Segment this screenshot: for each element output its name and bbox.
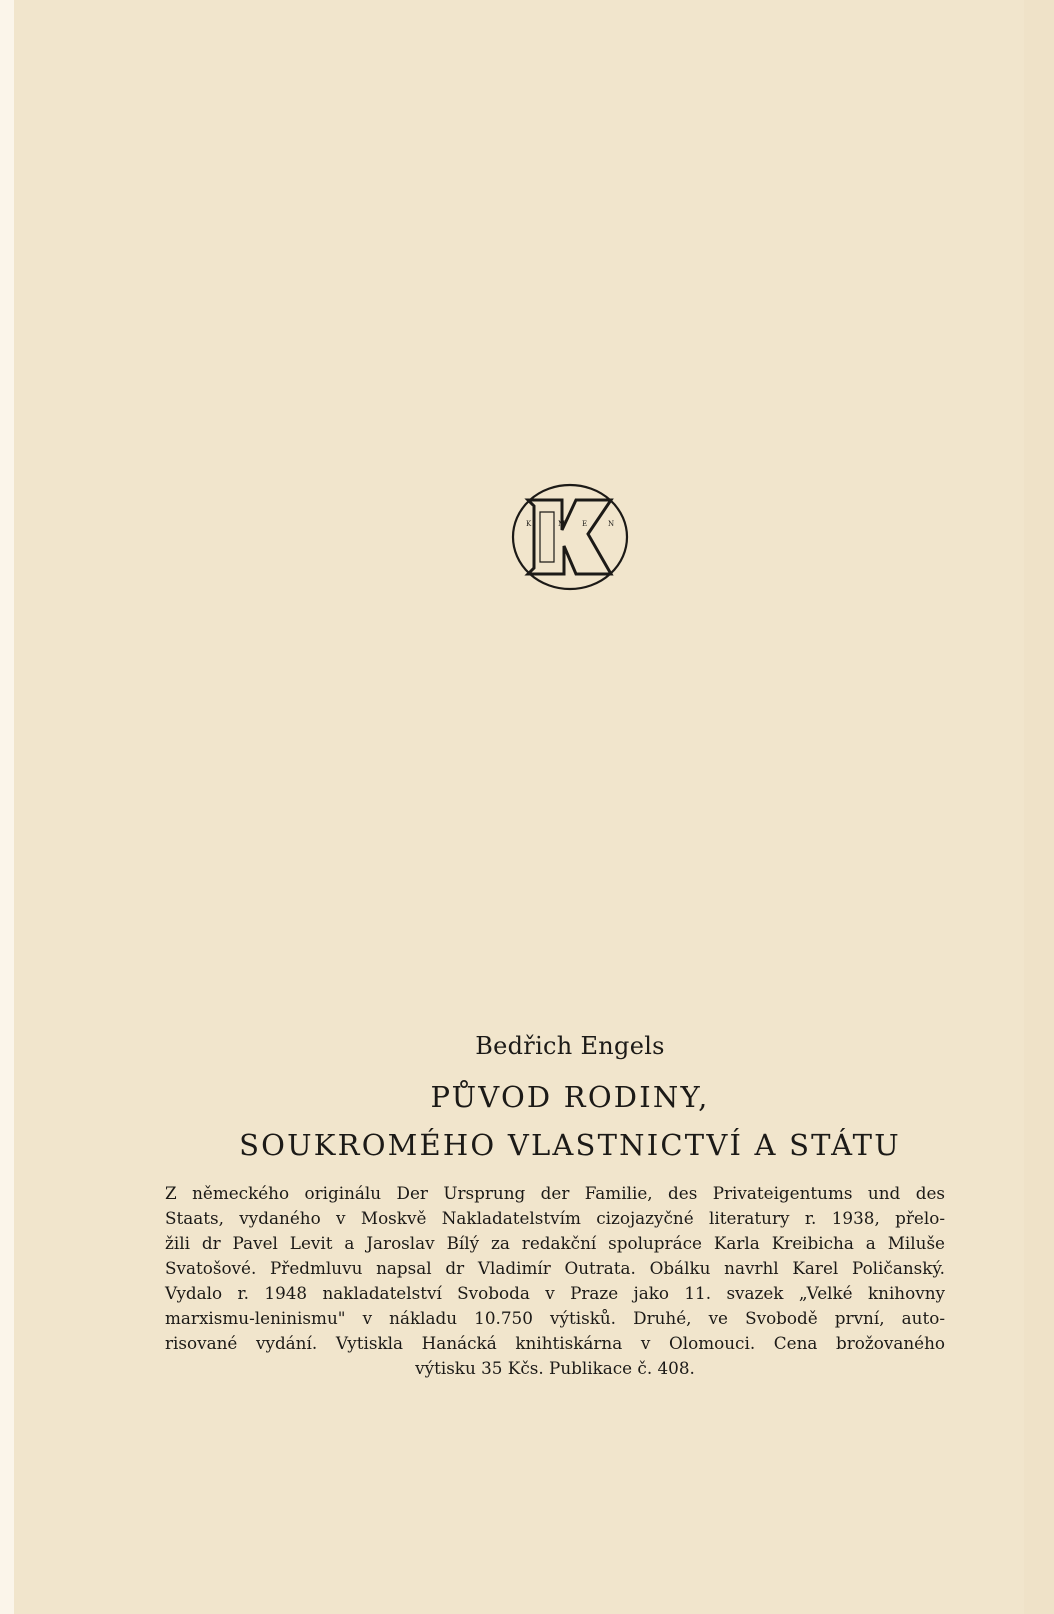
imprint-line: Z německého originálu Der Ursprung der Familie, des Privateigentums und des bbox=[165, 1183, 945, 1203]
logo-letter-e: E bbox=[582, 520, 588, 528]
imprint-line: žili dr Pavel Levit a Jaroslav Bílý za redakční spolupráce Karla Kreibicha a Miluše bbox=[165, 1233, 945, 1253]
imprint-line: Svatošové. Předmluvu napsal dr Vladimír Outrata. Obálku navrhl Karel Poličanský. bbox=[165, 1258, 945, 1278]
imprint-line: risované vydání. Vytiskla Hanácká knihtiskárna v Olomouci. Cena brožovaného bbox=[165, 1333, 945, 1353]
logo-letter-m: M bbox=[558, 520, 566, 528]
logo-letter-n: N bbox=[608, 520, 615, 528]
kmen-k-logo-icon bbox=[510, 482, 630, 592]
imprint-line: výtisku 35 Kčs. Publikace č. 408. bbox=[415, 1358, 695, 1378]
imprint-line: Staats, vydaného v Moskvě Nakladatelstvím cizojazyčné literatury r. 1938, přelo- bbox=[165, 1208, 945, 1228]
page-edge-left bbox=[0, 0, 14, 1614]
imprint-line: Vydalo r. 1948 nakladatelství Svoboda v Praze jako 11. svazek „Velké knihovny bbox=[165, 1283, 945, 1303]
imprint-text bbox=[165, 1181, 945, 1381]
page-edge-right bbox=[1024, 0, 1054, 1614]
book-title-line-2: SOUKROMÉHO VLASTNICTVÍ A STÁTU bbox=[239, 1128, 901, 1162]
imprint-line: marxismu-leninismu" v nákladu 10.750 výtisků. Druhé, ve Svobodě první, auto- bbox=[165, 1308, 945, 1328]
book-title-line-1: PŮVOD RODINY, bbox=[430, 1080, 710, 1114]
author-name: Bedřich Engels bbox=[475, 1032, 665, 1060]
logo-letter-k: K bbox=[526, 520, 532, 528]
